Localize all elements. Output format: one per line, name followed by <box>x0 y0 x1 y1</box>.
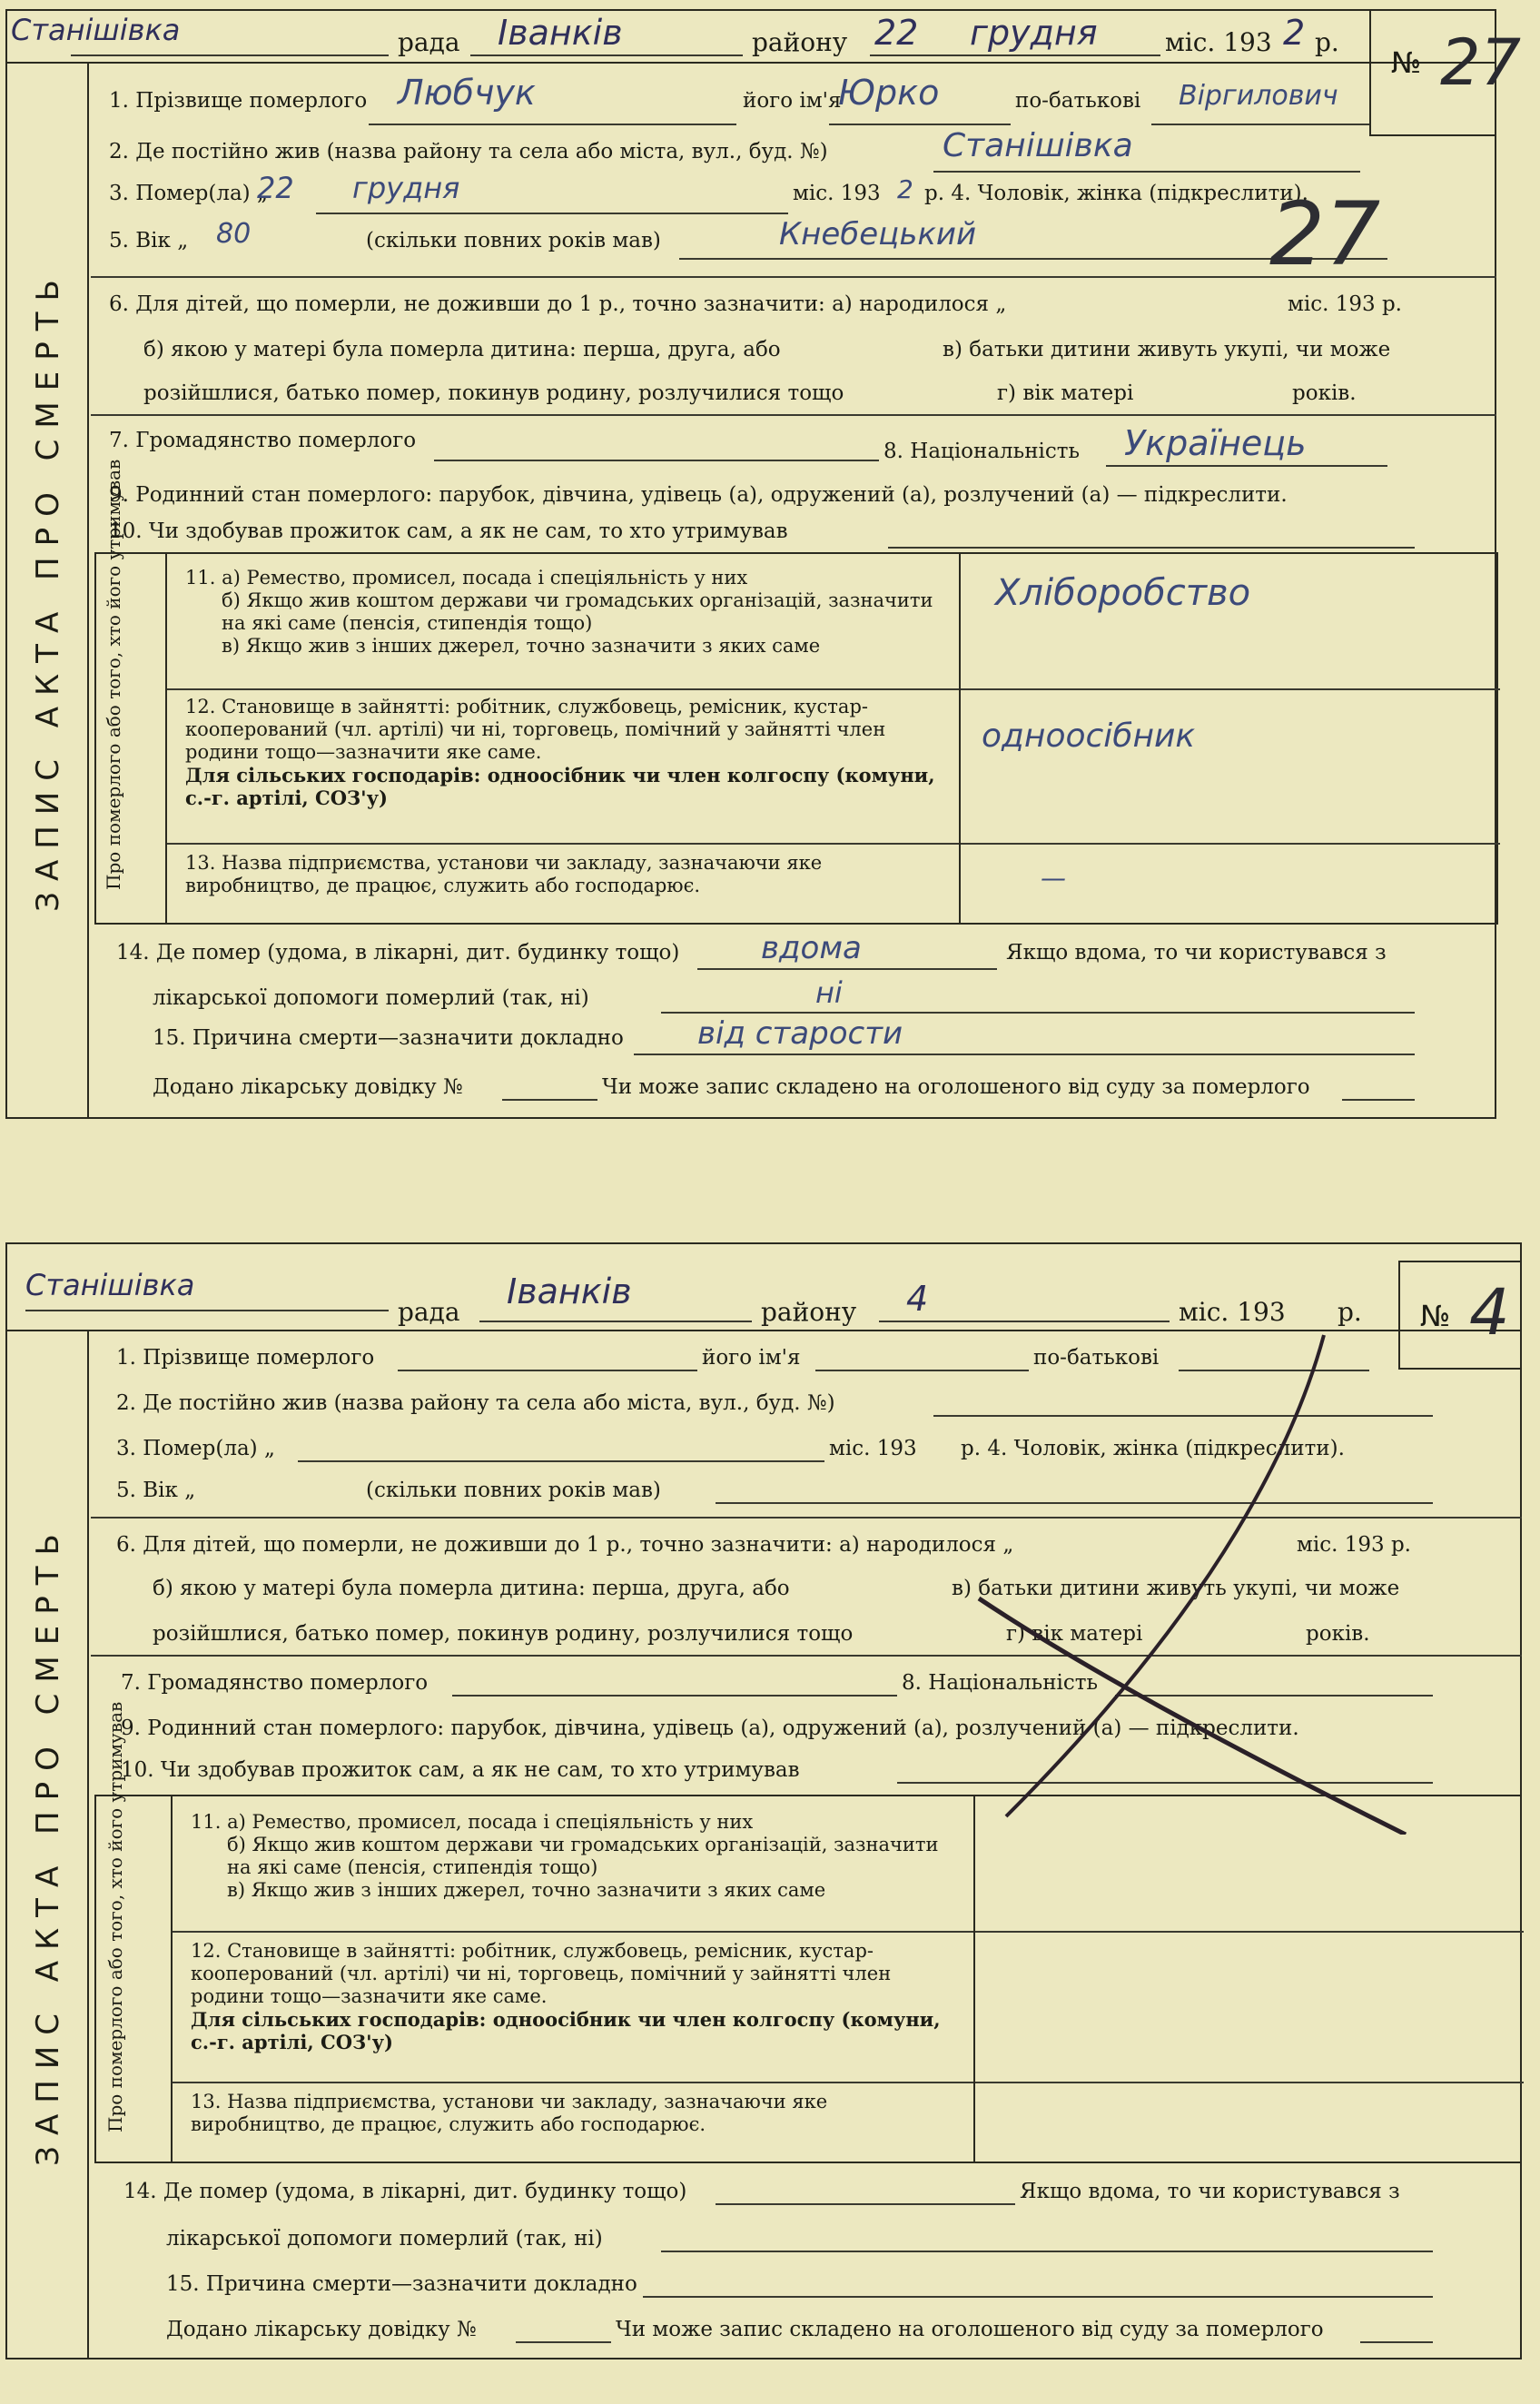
field-14-line-2: лікарської допомоги померлий (так, ні) <box>166 2227 603 2251</box>
card-header <box>7 11 1495 64</box>
field-16-tail: Чи може запис складено на оголошеного від суду за померлого <box>616 2318 1324 2341</box>
header-r-label: р. <box>1338 1297 1362 1327</box>
header-month: грудня <box>970 13 1098 53</box>
field-13: 13. Назва підприємства, установи чи закладу, зазначаючи яке виробництво, де працює, служить або господарює. <box>185 852 823 896</box>
field-3-tail: міс. 193 <box>829 1437 917 1460</box>
field-7-label: 7. Громадянство померлого <box>121 1671 429 1695</box>
field-5-tail: (скільки повних років мав) <box>366 1479 661 1502</box>
patronymic-value: Віргилович <box>1179 80 1338 112</box>
field-8-label: 8. Національність <box>902 1671 1099 1695</box>
rada-value: Іванків <box>507 1271 632 1311</box>
name-label: його ім'я <box>702 1346 801 1370</box>
field-12: 12. Становище в зайнятті: робітник, службовець, ремісник, кустар-кооперований (чл. артілі) чи ні, торговець, помічний у зайнятті член родини тощо—зазначити яке саме. Для сільських господарів: одноосібник чи член колгоспу (комуни, с.-г. артілі, СОЗ'у) <box>191 1940 941 2053</box>
record-number: 27 <box>1440 25 1522 100</box>
field-6a: 6. Для дітей, що померли, не доживши до 1 р., точно зазначити: а) народилося „ <box>116 1533 1014 1557</box>
side-title-column <box>7 64 89 1117</box>
field-5-label: 5. Вік „ <box>116 1479 196 1502</box>
field-15-label: 15. Причина смерти—зазначити докладно <box>166 2272 637 2296</box>
field-6b-tail: в) батьки дитини живуть укупі, чи може <box>943 338 1391 361</box>
field-5-value: Кнебецький <box>779 216 977 252</box>
side-title-column <box>7 1331 89 2358</box>
village-name: Станішівка <box>25 1268 195 1302</box>
field-7-label: 7. Громадянство померлого <box>109 429 417 452</box>
field-16-label: Додано лікарську довідку № <box>153 1075 463 1099</box>
field-13-value: — <box>1041 863 1066 893</box>
field-5-label: 5. Вік „ <box>109 229 189 252</box>
field-1-label: 1. Прізвище померлого <box>116 1346 375 1370</box>
field-6c: розійшлися, батько помер, покинув родину, розлучилися тощо <box>153 1622 854 1646</box>
header-year-digit: 2 <box>1283 13 1306 53</box>
field-6a-tail: міс. 193 р. <box>1297 1533 1411 1557</box>
field-11: 11. а) Ремество, промисел, посада і спеціяльність у них б) Якщо жив коштом держави чи громадських організацій, зазначити на які саме (пенсія, стипендія тощо) в) Якщо жив з інших джерел, точно зазначити з яких саме <box>191 1811 939 1901</box>
nationality-value: Українець <box>1124 423 1307 463</box>
field-6c-end: років. <box>1292 381 1357 405</box>
field-3-tail-2: р. 4. Чоловік, жінка (підкреслити). <box>924 182 1308 205</box>
surname-value: Любчук <box>398 73 536 113</box>
header-day: 4 <box>906 1279 929 1319</box>
field-3-tail: міс. 193 <box>793 182 881 205</box>
raion-label: району <box>761 1297 857 1327</box>
raion-label: району <box>752 27 848 57</box>
field-1: 1. Прізвище померлого <box>109 89 368 113</box>
field-14-tail: Якщо вдома, то чи користувався з <box>1006 941 1387 965</box>
field-14-tail: Якщо вдома, то чи користувався з <box>1020 2180 1400 2203</box>
field-12: 12. Становище в зайнятті: робітник, службовець, ремісник, кустар-кооперований (чл. артілі) чи ні, торговець, помічний у зайнятті член родини тощо—зазначити яке саме. Для сільських господарів: одноосібник чи член колгоспу (комуни, с.-г. артілі, СОЗ'у) <box>185 696 935 809</box>
patronymic-label: по-батькові <box>1033 1346 1160 1370</box>
field-8-label: 8. Національність <box>884 440 1081 463</box>
card-header <box>7 1244 1520 1331</box>
field-6b: б) якою у матері була померла дитина: перша, друга, або <box>143 338 781 361</box>
field-3-label: 3. Помер(ла) „ <box>116 1437 275 1460</box>
field-6c-tail: г) вік матері <box>1006 1622 1143 1646</box>
rada-value: Іванків <box>498 13 623 53</box>
header-mis-label: міс. 193 <box>1165 27 1272 57</box>
rada-label: рада <box>398 27 460 57</box>
number-label: № <box>1391 45 1422 80</box>
village-name: Станішівка <box>11 13 181 47</box>
field-2-label: 2. Де постійно жив (назва району та села або міста, вул., буд. №) <box>116 1391 835 1415</box>
patronymic-label: по-батькові <box>1015 89 1141 113</box>
field-6b: б) якою у матері була померла дитина: перша, друга, або <box>153 1577 790 1600</box>
field-11: 11. а) Ремество, промисел, посада і спеціяльність у них б) Якщо жив коштом держави чи громадських організацій, зазначити на які саме (пенсія, стипендія тощо) в) Якщо жив з інших джерел, точно зазначити з яких саме <box>185 567 933 657</box>
field-10: 10. Чи здобував прожиток сам, а як не сам, то хто утримував <box>109 519 788 543</box>
header-day: 22 <box>874 13 919 53</box>
field-6a: 6. Для дітей, що померли, не доживши до 1 р., точно зазначити: а) народилося „ <box>109 292 1007 316</box>
field-3-tail-2: р. 4. Чоловік, жінка (підкреслити). <box>961 1437 1345 1460</box>
field-16-tail: Чи може запис складено на оголошеного від суду за померлого <box>602 1075 1310 1099</box>
field-9: 9. Родинний стан померлого: парубок, дівчина, удівець (а), одружений (а), розлучений (а) — підкреслити. <box>121 1716 1299 1740</box>
side-title: ЗАПИС АКТА ПРО СМЕРТЬ <box>30 269 66 912</box>
header-r-label: р. <box>1315 27 1339 57</box>
field-6c-end: років. <box>1306 1622 1370 1646</box>
number-label: № <box>1420 1299 1451 1333</box>
field-13: 13. Назва підприємства, установи чи закладу, зазначаючи яке виробництво, де працює, служить або господарює. <box>191 2091 828 2135</box>
cross-out-mark <box>952 1326 1460 1835</box>
rada-label: рада <box>398 1297 460 1327</box>
field-15-label: 15. Причина смерти—зазначити докладно <box>153 1026 624 1050</box>
death-record-card-1 <box>5 9 1522 1119</box>
field-14-line-2: лікарської допомоги померлий (так, ні) <box>153 986 589 1010</box>
field-12-value: одноосібник <box>982 717 1196 755</box>
field-14-value: вдома <box>761 930 862 966</box>
field-16-label: Додано лікарську довідку № <box>166 2318 477 2341</box>
death-day: 22 <box>257 171 294 205</box>
record-number: 4 <box>1469 1275 1510 1350</box>
death-record-card-2 <box>5 1242 1522 2359</box>
header-mis-label: міс. 193 <box>1179 1297 1286 1327</box>
field-2-value: Станішівка <box>943 127 1133 164</box>
field-6c: розійшлися, батько помер, покинув родину, розлучилися тощо <box>143 381 844 405</box>
field-14-label: 14. Де помер (удома, в лікарні, дит. будинку тощо) <box>116 941 680 965</box>
field-6a-tail: міс. 193 р. <box>1288 292 1402 316</box>
field-15-value: від старости <box>697 1015 903 1052</box>
field-14-line-2-value: ні <box>815 975 843 1010</box>
field-11-value: Хліборобство <box>995 572 1251 614</box>
field-5-tail: (скільки повних років мав) <box>366 229 661 252</box>
name-value: Юрко <box>838 73 940 113</box>
field-9: 9. Родинний стан померлого: парубок, дівчина, удівець (а), одружений (а), розлучений (а) — підкреслити. <box>109 483 1288 507</box>
age-value: 80 <box>216 218 252 250</box>
side-title: ЗАПИС АКТА ПРО СМЕРТЬ <box>30 1523 66 2166</box>
death-month: грудня <box>352 171 460 205</box>
name-label: його ім'я <box>743 89 842 113</box>
death-year-digit: 2 <box>897 174 913 204</box>
field-6b-tail: в) батьки дитини живуть укупі, чи може <box>952 1577 1400 1600</box>
field-3-label: 3. Помер(ла) „ <box>109 182 268 205</box>
field-10: 10. Чи здобував прожиток сам, а як не сам, то хто утримував <box>121 1758 800 1782</box>
field-6c-tail: г) вік матері <box>997 381 1134 405</box>
handwritten-number-mark: 27 <box>1269 183 1381 285</box>
field-14-label: 14. Де помер (удома, в лікарні, дит. будинку тощо) <box>123 2180 687 2203</box>
occupation-side-label: Про померлого або того, хто його утримував <box>103 459 124 890</box>
record-number-box <box>1369 9 1522 136</box>
occupation-side-label: Про померлого або того, хто його утримував <box>104 1701 126 2132</box>
field-2-label: 2. Де постійно жив (назва району та села або міста, вул., буд. №) <box>109 140 828 163</box>
